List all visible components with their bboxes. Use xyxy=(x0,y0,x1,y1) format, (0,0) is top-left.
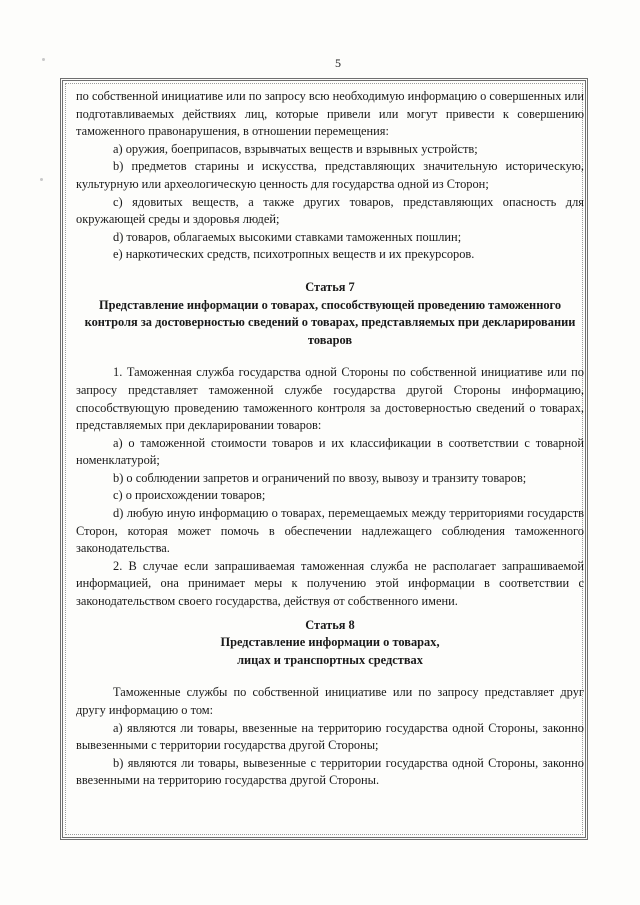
list-item: d) товаров, облагаемых высокими ставками таможенных пошлин; xyxy=(113,229,462,244)
page-number: 5 xyxy=(335,56,341,70)
scan-speck xyxy=(40,178,43,181)
article-7-title: Представление информации о товарах, способствующей проведению таможенного контроля за достоверностью сведений о товарах, представляемых при декларировании товаров xyxy=(84,297,576,347)
list-item: а) оружия, боеприпасов, взрывчатых веществ и взрывных устройств; xyxy=(113,141,478,156)
list-item: b) о соблюдении запретов и ограничений по ввозу, вывозу и транзиту товаров; xyxy=(113,470,527,485)
scan-speck xyxy=(42,58,45,61)
article-7-number: Статья 7 xyxy=(305,279,355,294)
list-item: с) о происхождении товаров; xyxy=(113,488,266,503)
list-item: d) любую иную информацию о товарах, перемещаемых между территориями государств Сторон, которая может помочь в обеспечении надлежащего соблюдения таможенного законодательства. xyxy=(76,506,584,556)
document-body xyxy=(76,88,584,790)
article-8-title-line-1: Представление информации о товарах, xyxy=(220,635,440,650)
list-item: а) являются ли товары, ввезенные на территорию государства одной Стороны, законно вывезенными с территории государства другой Стороны; xyxy=(76,720,584,753)
article-8-title-line-2: лицах и транспортных средствах xyxy=(237,652,423,667)
list-item: с) ядовитых веществ, а также других товаров, представляющих опасность для окружающей среды и здоровья людей; xyxy=(76,194,584,227)
list-item: b) предметов старины и искусства, представляющих значительную историческую, культурную или археологическую ценность для государства одной из Сторон; xyxy=(76,159,584,191)
list-item: е) наркотических средств, психотропных веществ и их прекурсоров. xyxy=(113,247,475,262)
intro-paragraph: по собственной инициативе или по запросу всю необходимую информацию о совершенных или подготавливаемых действиях лиц, которые привели или могут привести к совершению таможенного правонарушения, в отношении перемещения: xyxy=(76,89,584,139)
article-7-paragraph-1: 1. Таможенная служба государства одной Стороны по собственной инициативе или по запросу представляет таможенной службе государства другой Стороны информацию, способствующую проведению таможенного контроля за достоверностью сведений о товарах, представляемых при декларировании товаров: xyxy=(76,365,584,433)
list-item: а) о таможенной стоимости товаров и их классификации в соответствии с товарной номенклатурой; xyxy=(76,435,584,468)
article-7-paragraph-2: 2. В случае если запрашиваемая таможенная служба не располагает запрашиваемой информацией, она принимает меры к получению этой информации в соответствии с законодательством своего государства, действуя от собственного имени. xyxy=(76,558,584,609)
list-item: b) являются ли товары, вывезенные с территории государства одной Стороны, законно ввезенными на территорию государства другой Стороны. xyxy=(76,755,584,788)
article-8-paragraph-1: Таможенные службы по собственной инициативе или по запросу представляет друг другу информацию о том: xyxy=(76,685,584,717)
article-8-number: Статья 8 xyxy=(305,617,355,632)
